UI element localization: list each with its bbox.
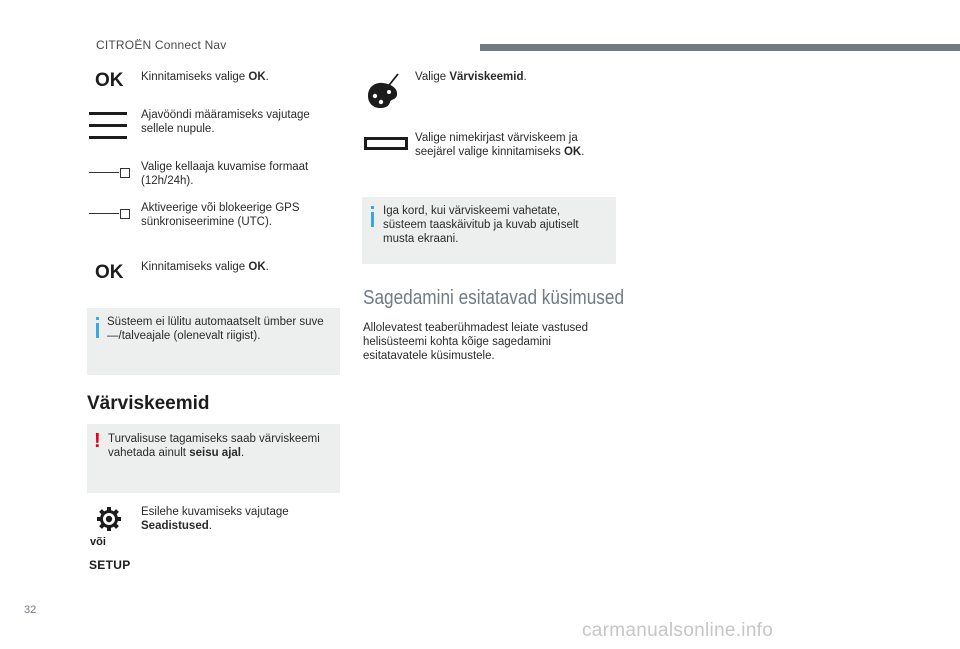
- step-text-open-settings: Esilehe kuvamiseks vajutage Seadistused.: [141, 506, 289, 532]
- ok-icon: OK: [95, 70, 124, 91]
- warning-note-box: [87, 424, 340, 493]
- info-icon-stem: [371, 212, 374, 227]
- info-note-text-right: Iga kord, kui värviskeemi vahetate, süsteem taaskäivitub ja kuvab ajutiselt musta ekraani.: [383, 205, 579, 245]
- or-label: või: [90, 536, 106, 548]
- warning-note-text: Turvalisuse tagamiseks saab värviskeemi vahetada ainult seisu ajal.: [108, 433, 320, 459]
- section-title-faq: Sagedamini esitatavad küsimused: [363, 287, 625, 309]
- section-title-color-schemes: Värviskeemid: [87, 393, 210, 414]
- toggle-line-icon: [89, 208, 129, 220]
- palette-icon: [364, 72, 402, 110]
- running-header: CITROËN Connect Nav: [96, 38, 227, 52]
- faq-intro-text: Allolevatest teaberühmadest leiate vastused helisüsteemi kohta kõige sagedamini esitatavatele küsimustele.: [363, 322, 589, 362]
- ok-icon: OK: [95, 262, 124, 283]
- info-note-box-right: [362, 197, 616, 264]
- step-text-confirm-1: Kinnitamiseks valige OK.: [141, 71, 269, 83]
- rect-button-icon: [364, 137, 408, 150]
- toggle-line-icon: [89, 167, 129, 179]
- info-note-box: [87, 308, 340, 375]
- step-text-timezone: Ajavööndi määramiseks vajutage sellele nupule.: [141, 109, 310, 135]
- info-icon: [371, 206, 374, 209]
- step-text-select-color-schemes: Valige Värviskeemid.: [415, 71, 527, 83]
- step-text-select-from-list: Valige nimekirjast värviskeem ja seejärel valige kinnitamiseks OK.: [415, 132, 585, 158]
- info-icon: [96, 317, 99, 320]
- header-bar: [480, 44, 960, 51]
- warning-icon: !: [94, 430, 101, 452]
- info-icon-stem: [96, 323, 99, 338]
- menu-list-icon: [89, 112, 127, 148]
- step-text-confirm-2: Kinnitamiseks valige OK.: [141, 261, 269, 273]
- watermark-text: carmanualsonline.info: [582, 620, 774, 641]
- gear-icon: [96, 506, 122, 532]
- page-number: 32: [24, 604, 37, 616]
- step-text-time-format: Valige kellaaja kuvamise formaat (12h/24h).: [141, 161, 309, 187]
- setup-button-label: SETUP: [89, 558, 131, 572]
- info-note-text: Süsteem ei lülitu automaatselt ümber suve—/talveajale (olenevalt riigist).: [107, 316, 324, 342]
- step-text-gps-sync: Aktiveerige või blokeerige GPS sünkroniseerimine (UTC).: [141, 202, 300, 228]
